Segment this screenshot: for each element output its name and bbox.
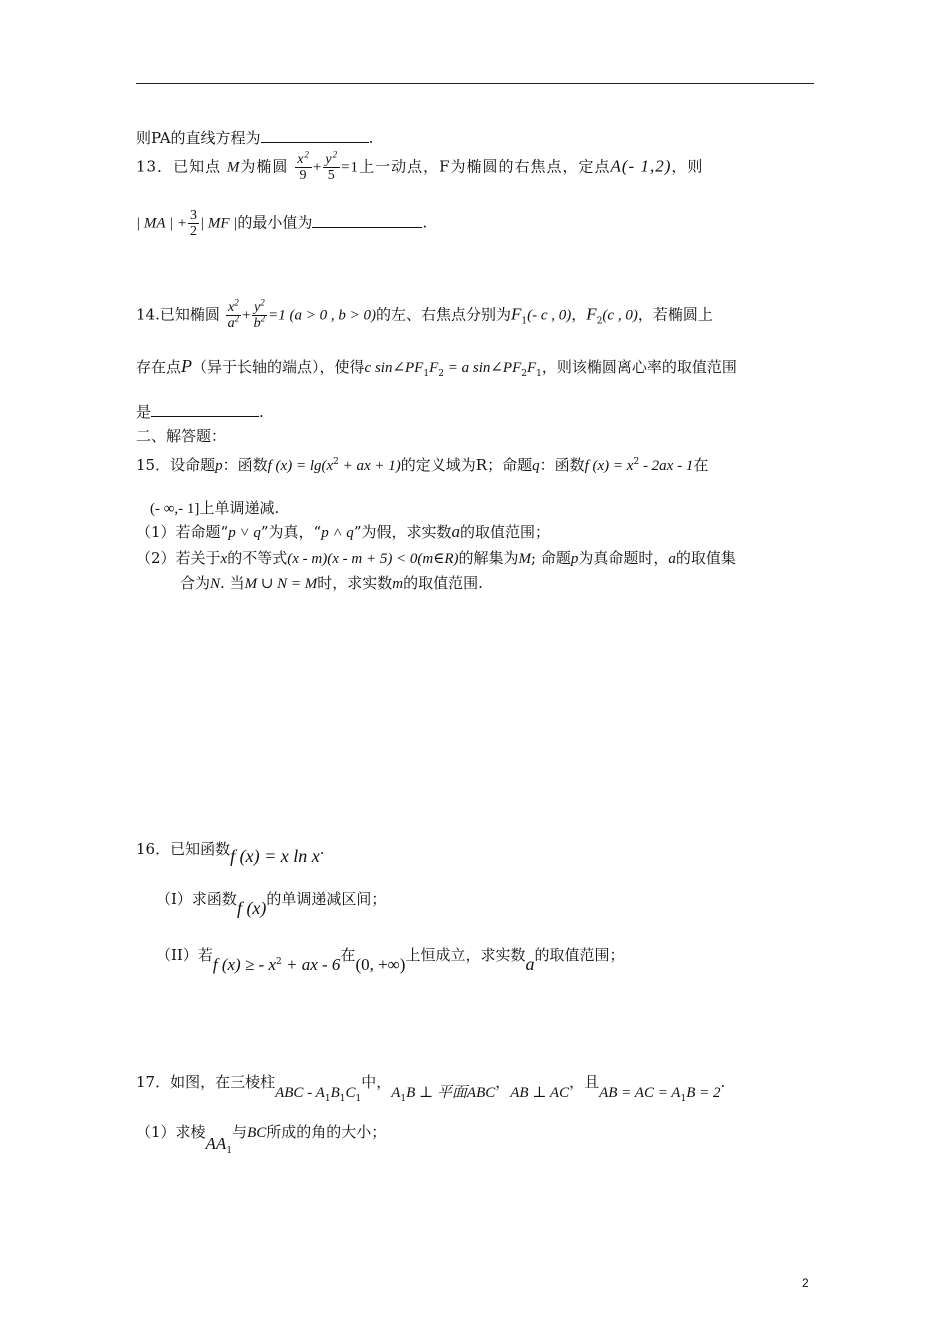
q12-tail: 则PA的直线方程为 . (136, 129, 374, 147)
q17-part1: （1）求棱$AA_1$与BC所成的角的大小； (136, 1123, 387, 1156)
q13-line2: | MA | + $\frac{3}{2}$ | MF |的最小值为 . (136, 208, 428, 239)
fraction-x2-9: $\frac{x^2}{9}$ (297, 149, 310, 183)
q16-part1: （I）求函数f (x)的单调递减区间； (156, 890, 387, 918)
q14-line3: 是 . (136, 403, 264, 421)
q17-stem: 17．如图，在三棱柱ABC - $A_1B_1C_1$中，$A_1B$ ⊥ 平面ABC，AB ⊥ AC，且AB = AC = $A_1B = 2$. (136, 1073, 726, 1104)
q14-line1: 14.已知椭圆 $\frac{x^2}{a^2}$ + $\frac{y^2}{b^2}$ =1 (a > 0 , b > 0)的左、右焦点分别为$F_1(-$ c , 0)，$F_2(c$ , 0)，若椭圆上 (136, 297, 713, 331)
answer-blank[interactable] (151, 402, 259, 417)
q15-part2-line1: （2）若关于x的不等式(x - m)(x - m + 5) < 0(m∈R)的解集为M; 命题p为真命题时，a的取值集 (136, 549, 736, 567)
q16-part2: （II）若f (x) ≥ - $x^2$ + ax - 6在(0, +∞)上恒成立，求实数a的取值范围； (156, 946, 625, 974)
q15-part1: （1）若命题“p ˅ q”为真，“p ˄ q”为假，求实数a的取值范围； (136, 522, 550, 541)
section-heading: 二、解答题： (136, 427, 227, 445)
header-rule (136, 83, 814, 84)
answer-blank[interactable] (312, 213, 422, 228)
q14-line2: 存在点P（异于长轴的端点），使得c $\sin\angle PF_1F_2 = a$ $\sin\angle PF_2F_1$，则该椭圆离心率的取值范围 (136, 356, 737, 379)
fraction-3-2: $\frac{3}{2}$ (190, 208, 198, 239)
page-number: 2 (802, 1276, 809, 1290)
q15-line1: 15．设命题p：函数f $(x) = \lg(x^2$ + ax + 1)的定义域为R；命题q：函数f $(x) = x^2 - 2ax - 1$在 (136, 456, 709, 474)
q16-stem: 16．已知函数f (x) = x ln x. (136, 840, 325, 866)
fraction-y2-b2: $\frac{y^2}{b^2}$ (253, 297, 266, 331)
fraction-x2-a2: $\frac{x^2}{a^2}$ (227, 297, 240, 331)
fraction-y2-5: $\frac{y^2}{5}$ (325, 149, 339, 183)
answer-blank[interactable] (261, 128, 369, 143)
q13-line1: 13．已知点 M为椭圆 $\frac{x^2}{9}$ + $\frac{y^2}{5}$ =1上一动点，F为椭圆的右焦点，定点A(- 1,2)，则 (136, 149, 704, 183)
q15-part2-line2: 合为N. 当M ∪ N = M时，求实数m的取值范围. (180, 574, 483, 592)
q15-line2: (- ∞,- 1]上单调递减. (150, 499, 280, 517)
